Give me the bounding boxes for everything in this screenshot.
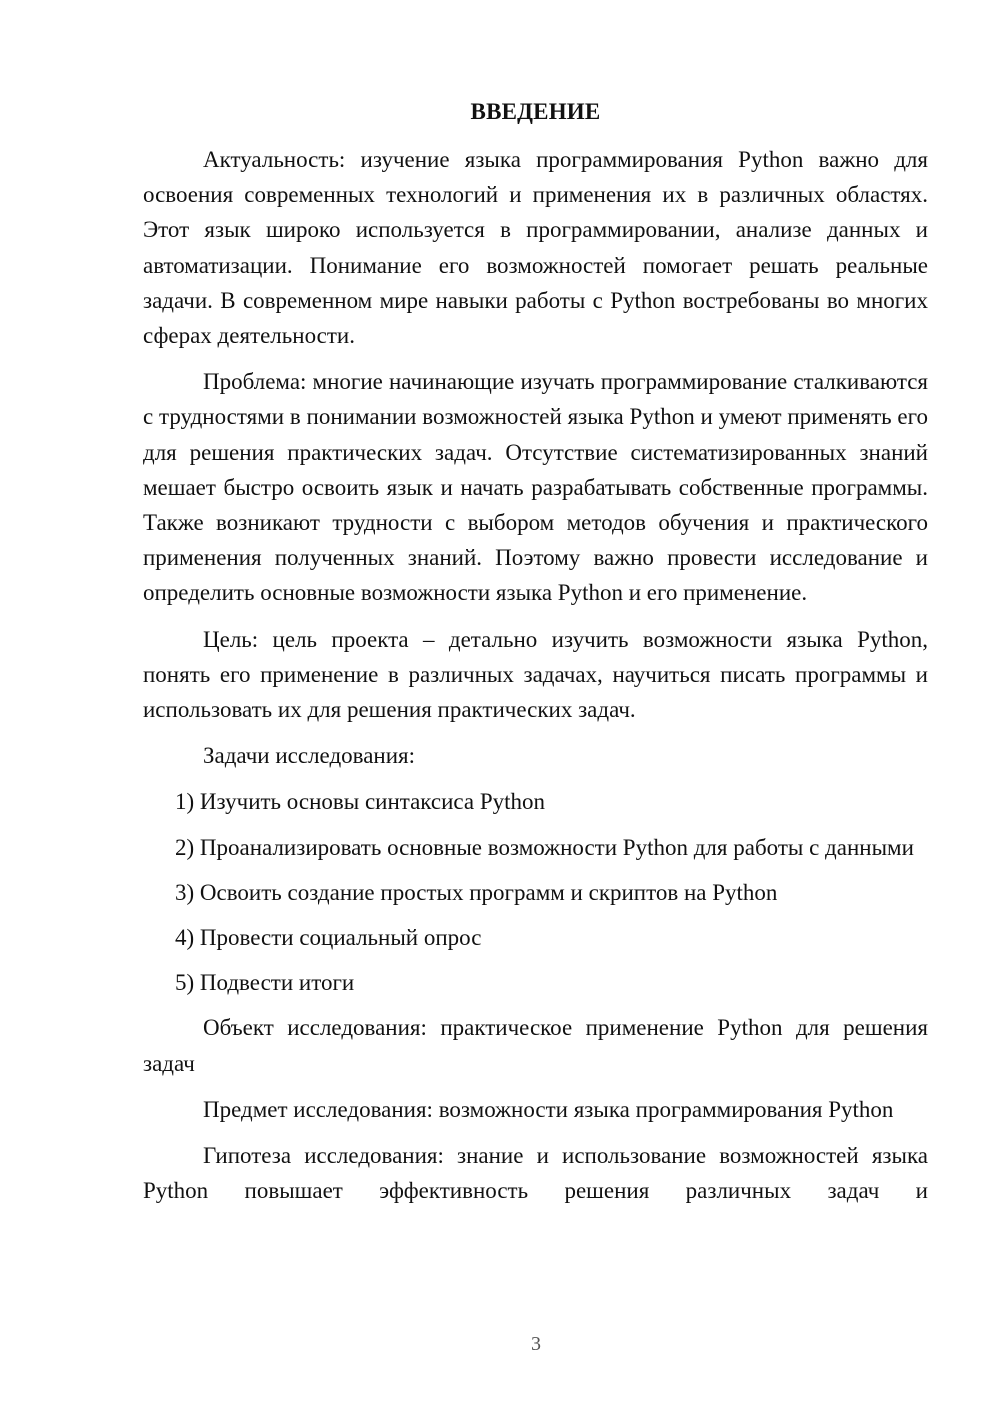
task-item: 5) Подвести итоги [175, 970, 355, 996]
page-number: 3 [531, 1333, 541, 1355]
task-item: 4) Провести социальный опрос [175, 925, 482, 951]
document-page [143, 94, 928, 1219]
task-item: 3) Освоить создание простых программ и скриптов на Python [175, 879, 778, 905]
hypothesis-paragraph: Гипотеза исследования: знание и использование возможностей языка Python повышает эффективность решения различных задач и [143, 1143, 928, 1204]
relevance-paragraph: Актуальность: изучение языка программирования Python важно для освоения современных технологий и применения их в различных областях. Этот язык широко используется в программировании, анализе данных и автоматизации. Понимание его возможностей помогает решать реальные задачи. В современном мире навыки работы с Python востребованы во многих сферах деятельности. [143, 147, 928, 349]
subject-paragraph: Предмет исследования: возможности языка программирования Python [203, 1096, 894, 1122]
section-title: ВВЕДЕНИЕ [470, 99, 601, 124]
goal-paragraph: Цель: цель проекта – детально изучить возможности языка Python, понять его применение в различных задачах, научиться писать программы и использовать их для решения практических задач. [143, 626, 928, 723]
task-item: 1) Изучить основы синтаксиса Python [175, 789, 546, 815]
problem-paragraph: Проблема: многие начинающие изучать программирование сталкиваются с трудностями в понимании возможностей языка Python и умеют применять его для решения практических задач. Отсутствие систематизированных знаний мешает быстро освоить язык и начать разрабатывать собственные программы. Также возникают трудности с выбором методов обучения и практического применения полученных знаний. Поэтому важно провести исследование и определить основные возможности языка Python и его применение. [143, 369, 928, 606]
tasks-heading: Задачи исследования: [203, 743, 416, 769]
object-paragraph: Объект исследования: практическое применение Python для решения задач [143, 1015, 928, 1076]
task-item: 2) Проанализировать основные возможности Python для работы с данными [175, 834, 914, 860]
